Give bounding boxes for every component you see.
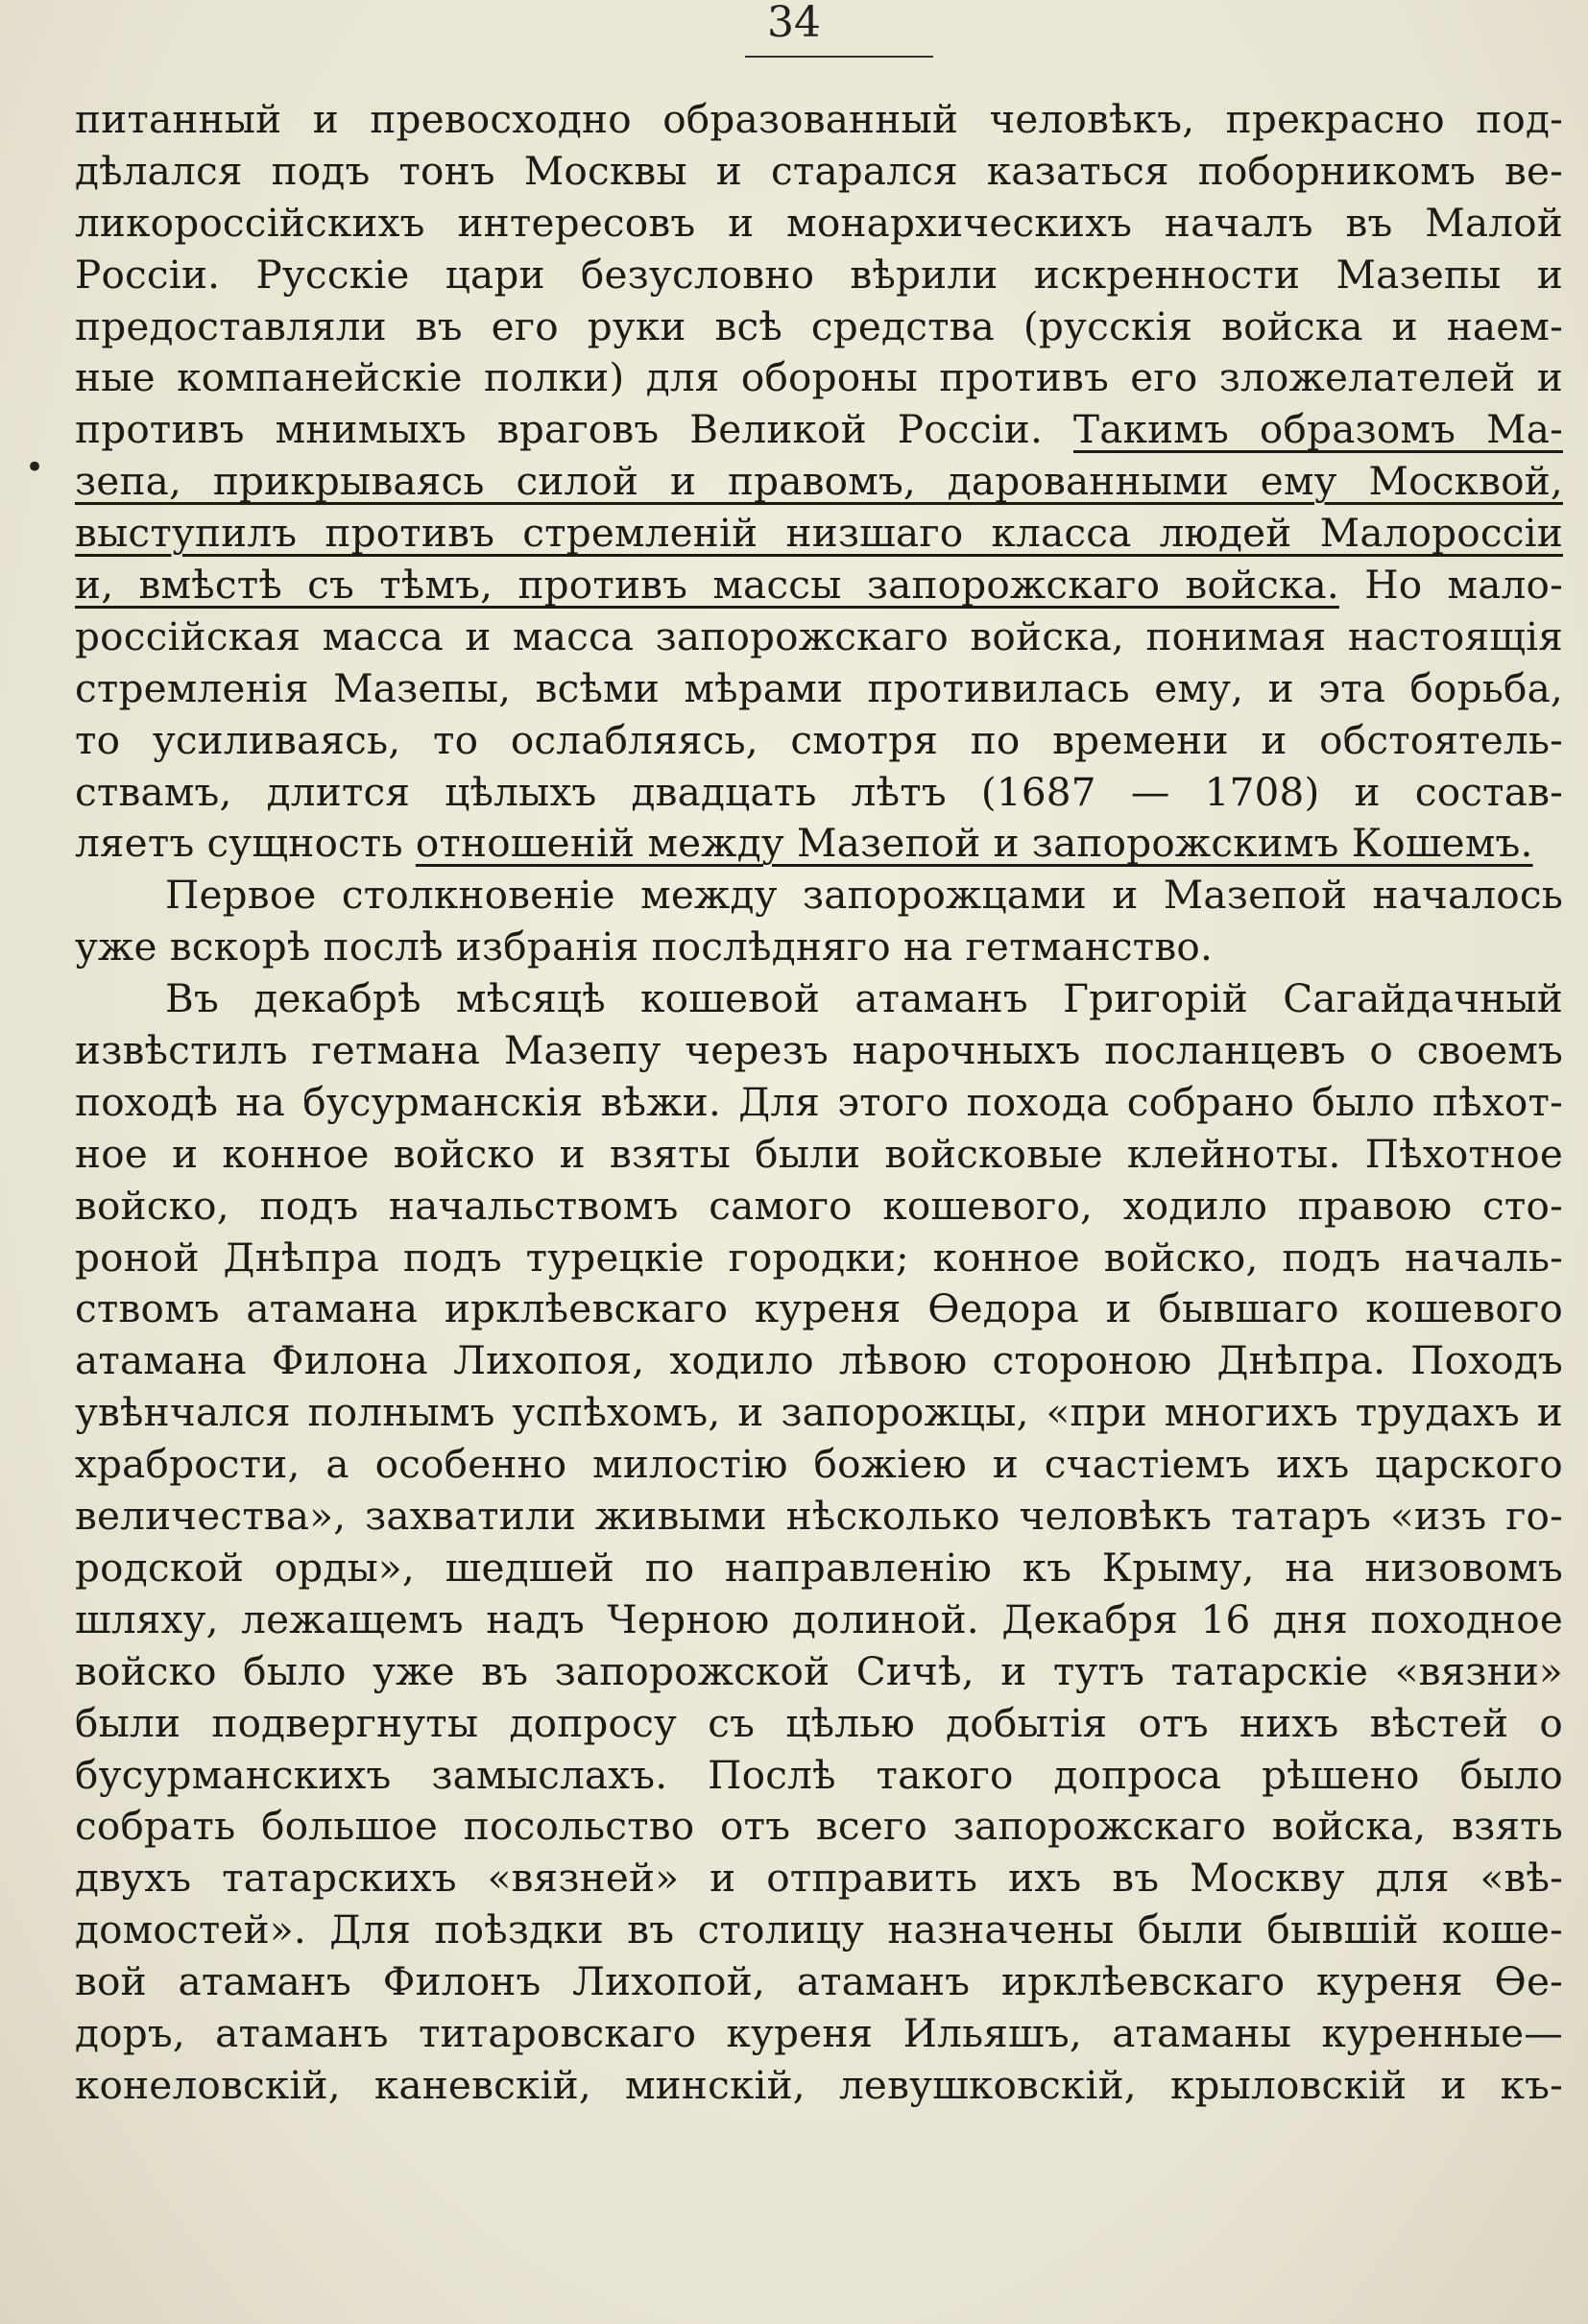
line-text: войско было уже въ запорожской Сичѣ, и тутъ татарскіе «вязни» [75,1647,1563,1694]
text-line [75,818,1563,870]
underlined-text: выступилъ противъ стремленій низшаго класса людей Малороссіи [75,510,1563,557]
line-text: ликороссійскихъ интересовъ и монархическихъ началъ въ Малой [75,199,1563,246]
page-number-rule [745,56,933,58]
line-text: ное и конное войско и взяты были войсковые клейноты. Пѣхотное [75,1130,1563,1177]
text-line [75,1543,1563,1594]
line-text: шляху, лежащемъ надъ Черною долиной. Декабря 16 дня походное [75,1595,1563,1642]
text-line [75,1646,1563,1698]
line-text: то усиливаясь, то ослабляясь, смотря по времени и обстоятель- [75,716,1563,763]
line-text: Первое столкновеніе между запорожцами и Мазепой началось [165,872,1563,919]
line-text: противъ мнимыхъ враговъ Великой Россіи. [75,406,1074,453]
margin-mark: • [25,448,45,487]
text-line [75,1129,1563,1181]
text-line [75,2008,1563,2060]
text-line [75,611,1563,663]
line-text: питанный и превосходно образованный человѣкъ, прекрасно под- [75,96,1563,142]
text-line [75,94,1563,146]
text-line [75,1594,1563,1646]
text-line [75,250,1563,301]
text-line [75,146,1563,198]
line-text: бусурманскихъ замыслахъ. Послѣ такого допроса рѣшено было [75,1751,1563,1798]
text-line [75,922,1563,973]
text-line [75,1491,1563,1543]
line-text: войско, подъ начальствомъ самого кошевого, ходило правою сто- [75,1182,1563,1229]
text-line [75,1283,1563,1335]
page-number: 34 [767,0,821,47]
line-text: величества», захватили живыми нѣсколько человѣкъ татаръ «изъ го- [75,1493,1563,1540]
line-text: собрать большое посольство отъ всего запорожскаго войска, взять [75,1803,1563,1850]
line-text: роной Днѣпра подъ турецкіе городки; конное войско, подъ началь- [75,1234,1563,1281]
text-line [75,1439,1563,1491]
text-line [75,301,1563,353]
text-line [75,715,1563,767]
text-line [75,1025,1563,1077]
text-line [75,1853,1563,1905]
line-text: ствомъ атамана ирклѣевскаго куреня Ѳедора и бывшаго кошевого [75,1285,1563,1332]
body-text [75,94,1563,2112]
text-line [75,352,1563,404]
line-text: предоставляли въ его руки всѣ средства (русскія войска и наем- [75,302,1563,349]
line-text: извѣстилъ гетмана Мазепу черезъ нарочныхъ посланцевъ о своемъ [75,1027,1563,1074]
line-text: стремленія Мазепы, всѣми мѣрами противилась ему, и эта борьба, [75,664,1563,711]
line-text: вой атаманъ Филонъ Лихопой, атаманъ ирклѣевскаго куреня Ѳе- [75,1958,1563,2005]
text-line [75,663,1563,715]
text-line [75,198,1563,250]
text-line [75,456,1563,508]
line-text: конеловскій, каневскій, минскій, левушковскій, крыловскій и къ- [75,2061,1563,2108]
text-line [75,1905,1563,1956]
line-text: Россіи. Русскіе цари безусловно вѣрили искренности Мазепы и [75,251,1563,298]
text-line [75,2060,1563,2112]
text-line [75,870,1563,922]
line-text-after: Но мало- [1338,562,1563,609]
underlined-text: и, вмѣстѣ съ тѣмъ, противъ массы запорожскаго войска. [75,562,1339,609]
underlined-text: зепа, прикрываясь силой и правомъ, дарованными ему Москвой, [75,458,1563,505]
line-text: доръ, атаманъ титаровскаго куреня Ильяшъ, атаманы куренные— [75,2009,1563,2056]
line-text: россійская масса и масса запорожскаго войска, понимая настоящія [75,612,1563,659]
text-line [75,1956,1563,2008]
text-line [75,1801,1563,1853]
line-text: храбрости, а особенно милостію божіею и счастіемъ ихъ царского [75,1441,1563,1488]
line-text: ляетъ сущность [75,820,416,867]
line-text: дѣлался подъ тонъ Москвы и старался казаться поборникомъ ве- [75,147,1563,194]
line-text: домостей». Для поѣздки въ столицу назначены были бывшій коше- [75,1906,1563,1953]
line-text: ствамъ, длится цѣлыхъ двадцать лѣтъ (1687 — 1708) и состав- [75,768,1563,815]
text-line [75,404,1563,456]
text-line [75,1077,1563,1129]
text-line [75,767,1563,819]
line-text: походѣ на бусурманскія вѣжи. Для этого похода собрано было пѣхот- [75,1078,1563,1125]
text-line [75,1698,1563,1750]
underlined-text: отношеній между Мазепой и запорожскимъ Кошемъ. [415,820,1533,867]
underlined-text: Такимъ образомъ Ма- [1073,406,1563,453]
line-text: уже вскорѣ послѣ избранія послѣдняго на гетманство. [75,923,1214,970]
text-line [75,973,1563,1025]
text-line [75,1181,1563,1233]
text-line [75,1335,1563,1387]
line-text: двухъ татарскихъ «вязней» и отправить ихъ въ Москву для «вѣ- [75,1855,1563,1902]
line-text: ные компанейскіе полки) для обороны противъ его зложелателей и [75,354,1563,401]
line-text: увѣнчался полнымъ успѣхомъ, и запорожцы, «при многихъ трудахъ и [75,1389,1563,1436]
line-text: Въ декабрѣ мѣсяцѣ кошевой атаманъ Григорій Сагайдачный [165,975,1563,1022]
text-line [75,1387,1563,1439]
line-text: были подвергнуты допросу съ цѣлью добытія отъ нихъ вѣстей о [75,1699,1563,1746]
text-line [75,560,1563,611]
text-line [75,1750,1563,1802]
text-line [75,508,1563,560]
line-text: атамана Филона Лихопоя, ходило лѣвою стороною Днѣпра. Походъ [75,1337,1563,1384]
text-line [75,1233,1563,1284]
line-text: родской орды», шедшей по направленію къ Крыму, на низовомъ [75,1544,1563,1591]
